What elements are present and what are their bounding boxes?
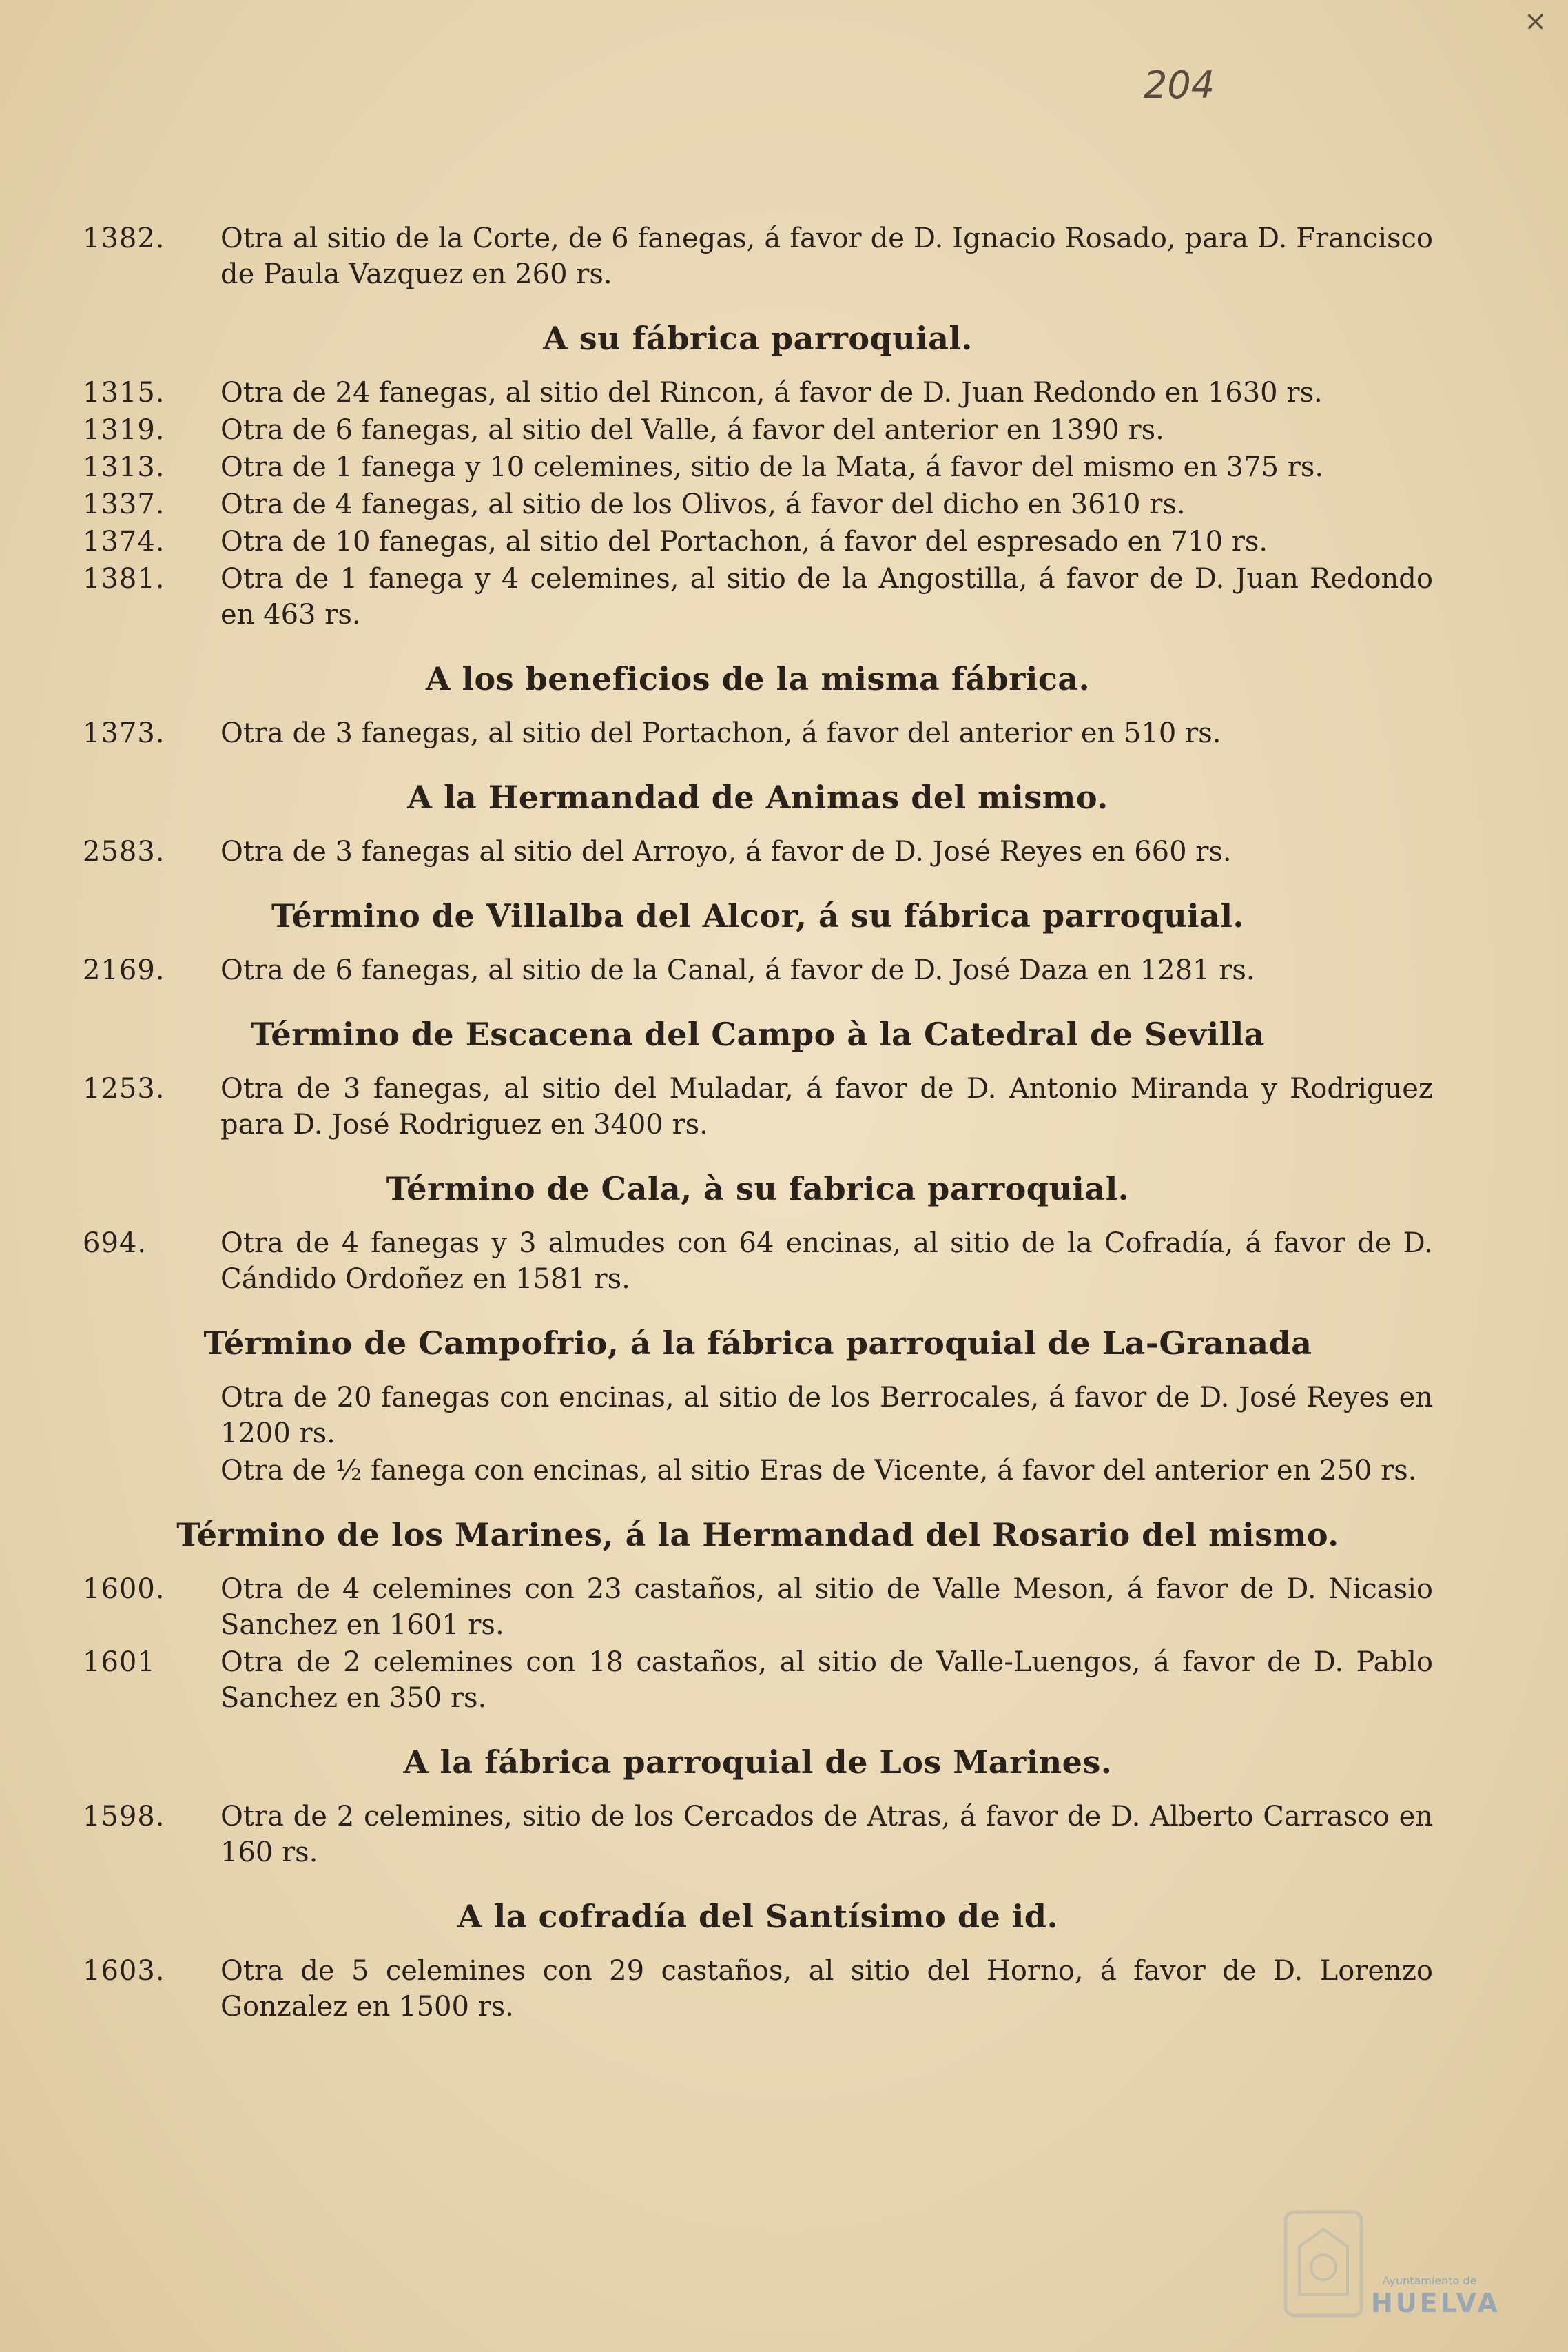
ledger-entry — [83, 1225, 1433, 1297]
section-gap — [83, 294, 1433, 305]
entry-text: Otra de 6 fanegas, al sitio de la Canal, á favor de D. José Daza en 1281 rs. — [220, 954, 1255, 986]
entry-text: Otra de 20 fanegas con encinas, al sitio de los Berrocales, á favor de D. José Reyes en 1200 rs. — [220, 1382, 1433, 1449]
page-number: 204 — [1144, 63, 1215, 107]
section-heading: A la Hermandad de Animas del mismo. — [407, 779, 1108, 816]
entry-text: Otra de ½ fanega con encinas, al sitio Eras de Vicente, á favor del anterior en 250 rs. — [220, 1455, 1417, 1486]
entry-number: 694. — [83, 1227, 147, 1259]
section-gap — [83, 1872, 1433, 1883]
ledger-entry — [83, 1799, 1433, 1870]
section-gap — [83, 1490, 1433, 1501]
ledger-entry — [83, 1071, 1433, 1143]
section-heading: A la fábrica parroquial de Los Marines. — [403, 1743, 1113, 1781]
corner-mark: × — [1524, 6, 1547, 37]
entry-text: Otra de 4 fanegas y 3 almudes con 64 encinas, al sitio de la Cofradía, á favor de D. Cándido Ordoñez en 1581 rs. — [220, 1227, 1433, 1295]
entry-number: 1315. — [83, 377, 165, 409]
entry-text: Otra de 2 celemines, sitio de los Cercados de Atras, á favor de D. Alberto Carrasco en 160 rs. — [220, 1801, 1433, 1868]
ledger-entry — [83, 1644, 1433, 1716]
ledger-entry — [83, 524, 1433, 560]
entry-number: 1319. — [83, 414, 165, 446]
ledger-entry — [83, 1571, 1433, 1643]
entry-number: 1253. — [83, 1073, 165, 1105]
section-gap — [83, 2026, 1433, 2037]
entry-number: 1603. — [83, 1955, 165, 1987]
ledger-entry — [83, 375, 1433, 411]
ledger-entry — [83, 715, 1433, 751]
watermark-brand: HUELVA — [1371, 2288, 1500, 2318]
section-heading: Término de Escacena del Campo à la Catedral de Sevilla — [250, 1016, 1265, 1053]
section-heading: Término de los Marines, á la Hermandad del Rosario del mismo. — [176, 1516, 1339, 1553]
entry-number: 1313. — [83, 451, 165, 483]
entry-text: Otra de 4 fanegas, al sitio de los Olivos, á favor del dicho en 3610 rs. — [220, 489, 1186, 520]
ledger-entry — [83, 1953, 1433, 2025]
entry-text: Otra de 1 fanega y 4 celemines, al sitio de la Angostilla, á favor de D. Juan Redondo en 463 rs. — [220, 563, 1433, 631]
section-gap — [83, 753, 1433, 764]
ledger-entry — [83, 561, 1433, 633]
section-gap — [83, 990, 1433, 1001]
entry-number: 1374. — [83, 526, 165, 558]
entry-number: 1337. — [83, 489, 165, 520]
entry-text: Otra de 2 celemines con 18 castaños, al sitio de Valle-Luengos, á favor de D. Pablo Sanchez en 350 rs. — [220, 1646, 1433, 1714]
section-gap — [83, 1717, 1433, 1728]
entry-text: Otra de 3 fanegas al sitio del Arroyo, á favor de D. José Reyes en 660 rs. — [220, 836, 1232, 868]
entry-number: 1381. — [83, 563, 165, 595]
entry-text: Otra de 10 fanegas, al sitio del Portachon, á favor del espresado en 710 rs. — [220, 526, 1268, 558]
ledger-entry — [83, 834, 1433, 870]
section-gap — [83, 1144, 1433, 1155]
entry-text: Otra al sitio de la Corte, de 6 fanegas, á favor de D. Ignacio Rosado, para D. Francisco de Paula Vazquez en 260 rs. — [220, 223, 1433, 290]
document-body — [83, 221, 1433, 2037]
ledger-entry — [83, 1453, 1433, 1489]
entry-text: Otra de 4 celemines con 23 castaños, al sitio de Valle Meson, á favor de D. Nicasio Sanchez en 1601 rs. — [220, 1573, 1433, 1641]
entry-number: 1373. — [83, 717, 165, 749]
entry-text: Otra de 1 fanega y 10 celemines, sitio de la Mata, á favor del mismo en 375 rs. — [220, 451, 1324, 483]
section-heading: A los beneficios de la misma fábrica. — [425, 660, 1091, 697]
section-gap — [83, 1298, 1433, 1309]
ledger-entry — [83, 412, 1433, 448]
ledger-entry — [83, 1380, 1433, 1451]
watermark-caption: Ayuntamiento de — [1382, 2274, 1477, 2287]
section-heading: Término de Cala, à su fabrica parroquial. — [386, 1170, 1130, 1207]
entry-number: 2583. — [83, 836, 165, 868]
entry-text: Otra de 6 fanegas, al sitio del Valle, á favor del anterior en 1390 rs. — [220, 414, 1164, 446]
entry-text: Otra de 3 fanegas, al sitio del Muladar, á favor de D. Antonio Miranda y Rodriguez para D. José Rodriguez en 3400 rs. — [220, 1073, 1433, 1141]
entry-number: 1382. — [83, 223, 165, 254]
entry-text: Otra de 24 fanegas, al sitio del Rincon, á favor de D. Juan Redondo en 1630 rs. — [220, 377, 1323, 409]
ledger-entry — [83, 952, 1433, 988]
section-heading: Término de Villalba del Alcor, á su fábrica parroquial. — [271, 897, 1244, 934]
ledger-entry — [83, 221, 1433, 292]
entry-number: 2169. — [83, 954, 165, 986]
section-gap — [83, 871, 1433, 882]
section-heading: A la cofradía del Santísimo de id. — [457, 1898, 1058, 1935]
section-heading: Término de Campofrio, á la fábrica parroquial de La-Granada — [203, 1325, 1312, 1362]
entry-text: Otra de 3 fanegas, al sitio del Portachon, á favor del anterior en 510 rs. — [220, 717, 1221, 749]
section-heading: A su fábrica parroquial. — [543, 320, 973, 357]
entry-number: 1598. — [83, 1801, 165, 1832]
ledger-entry — [83, 487, 1433, 522]
ledger-entry — [83, 449, 1433, 485]
entry-number: 1600. — [83, 1573, 165, 1605]
entry-number: 1601 — [83, 1646, 156, 1678]
section-gap — [83, 634, 1433, 645]
entry-text: Otra de 5 celemines con 29 castaños, al sitio del Horno, á favor de D. Lorenzo Gonzalez en 1500 rs. — [220, 1955, 1433, 2023]
